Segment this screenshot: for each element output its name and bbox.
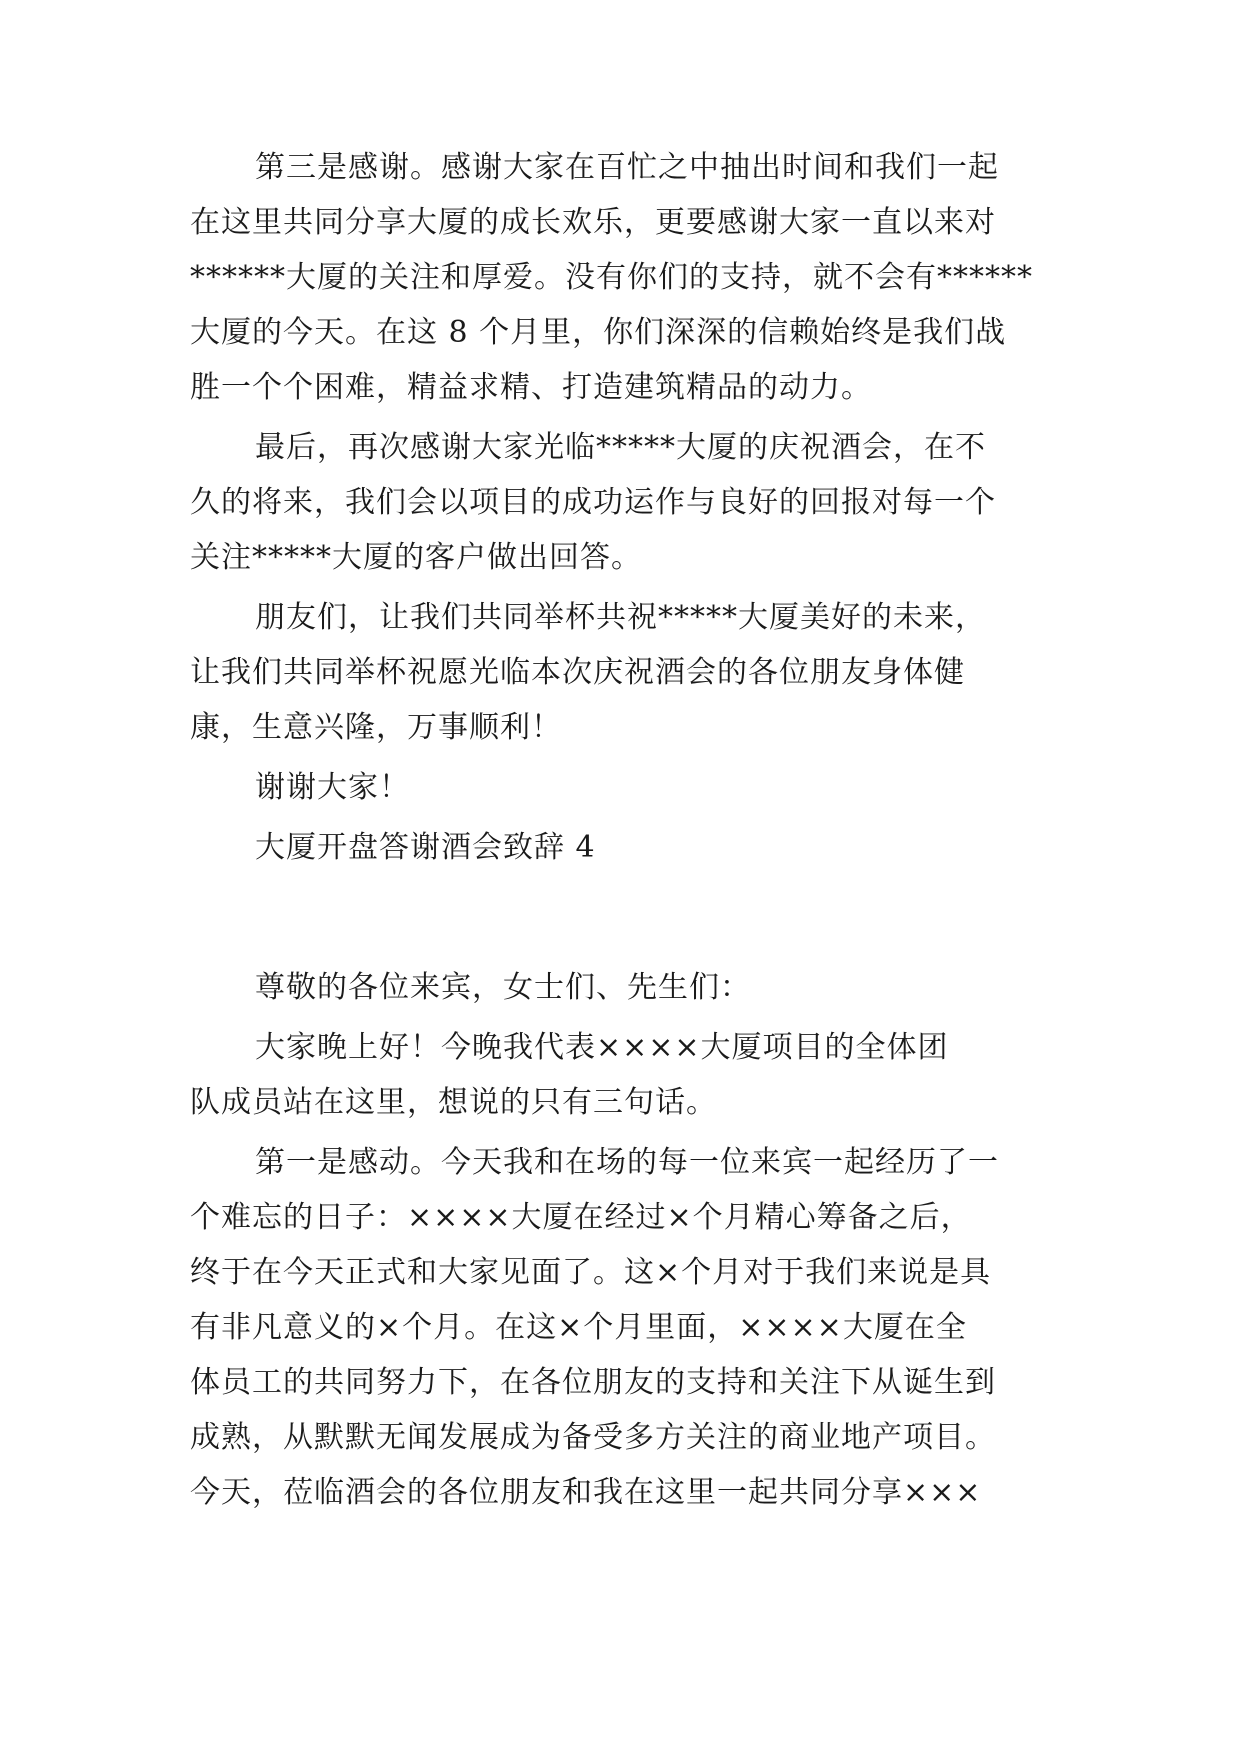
salutation-line: 尊敬的各位来宾，女士们、先生们：	[255, 970, 751, 1005]
paragraph-line: 成熟，从默默无闻发展成为备受多方关注的商业地产项目。	[190, 1420, 996, 1455]
paragraph-line: 大家晚上好！今晚我代表××××大厦项目的全体团	[255, 1030, 949, 1065]
paragraph-line: 最后，再次感谢大家光临*****大厦的庆祝酒会，在不	[255, 430, 986, 465]
paragraph-line: 体员工的共同努力下，在各位朋友的支持和关注下从诞生到	[190, 1365, 996, 1400]
paragraph-line: 队成员站在这里，想说的只有三句话。	[190, 1085, 717, 1120]
paragraph-line: 第三是感谢。感谢大家在百忙之中抽出时间和我们一起	[255, 150, 999, 185]
paragraph-line: 大厦的今天。在这 8 个月里，你们深深的信赖始终是我们战	[190, 315, 1007, 350]
paragraph-line: ******大厦的关注和厚爱。没有你们的支持，就不会有******	[190, 260, 1033, 295]
paragraph-line: 今天，莅临酒会的各位朋友和我在这里一起共同分享×××	[190, 1475, 982, 1510]
paragraph-line: 终于在今天正式和大家见面了。这×个月对于我们来说是具	[190, 1255, 992, 1290]
section-heading: 大厦开盘答谢酒会致辞 4	[255, 830, 596, 865]
paragraph-line: 在这里共同分享大厦的成长欢乐，更要感谢大家一直以来对	[190, 205, 996, 240]
paragraph-line: 胜一个个困难，精益求精、打造建筑精品的动力。	[190, 370, 872, 405]
paragraph-line: 朋友们，让我们共同举杯共祝*****大厦美好的未来，	[255, 600, 986, 635]
paragraph-line: 有非凡意义的×个月。在这×个月里面，××××大厦在全	[190, 1310, 967, 1345]
paragraph-line: 让我们共同举杯祝愿光临本次庆祝酒会的各位朋友身体健	[190, 655, 965, 690]
paragraph-line: 康，生意兴隆，万事顺利！	[190, 710, 562, 745]
paragraph-line: 第一是感动。今天我和在场的每一位来宾一起经历了一	[255, 1145, 999, 1180]
closing-line: 谢谢大家！	[255, 770, 410, 805]
paragraph-line: 个难忘的日子：××××大厦在经过×个月精心筹备之后，	[190, 1200, 972, 1235]
paragraph-line: 关注*****大厦的客户做出回答。	[190, 540, 642, 575]
paragraph-line: 久的将来，我们会以项目的成功运作与良好的回报对每一个	[190, 485, 996, 520]
